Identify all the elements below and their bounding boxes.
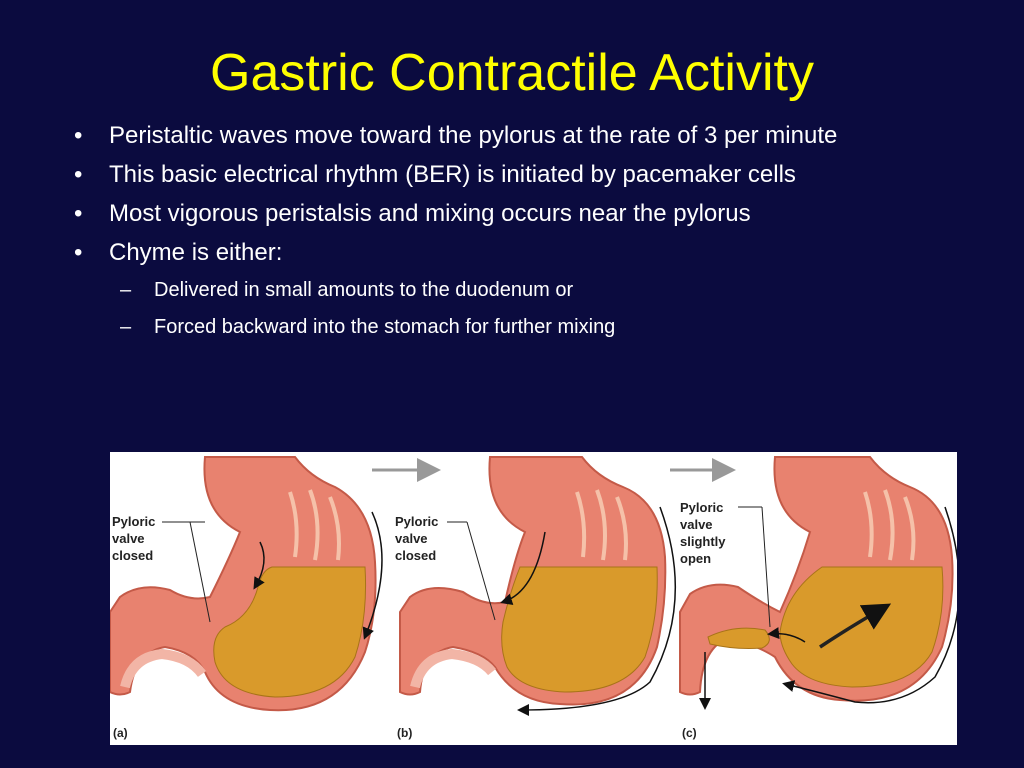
panel-label: closed — [112, 548, 154, 563]
bullet-item: • Chyme is either: — [74, 237, 954, 269]
panel-label: Pyloric — [395, 514, 439, 529]
stomach-peristalsis-figure — [110, 452, 957, 745]
panel-label: valve — [112, 531, 145, 546]
panel-c — [680, 457, 957, 740]
panel-tag: (c) — [682, 726, 697, 740]
panel-label: Pyloric — [112, 514, 156, 529]
panel-label: closed — [395, 548, 437, 563]
slide-title: Gastric Contractile Activity — [210, 44, 814, 102]
duodenum-lumen — [125, 654, 202, 687]
bullet-item: • Peristaltic waves move toward the pylorus at the rate of 3 per minute — [74, 120, 954, 152]
bullet-list — [74, 120, 954, 350]
bullet-item: • Most vigorous peristalsis and mixing occurs near the pylorus — [74, 198, 954, 230]
figure-canvas — [110, 452, 957, 745]
panel-label: Pyloric — [680, 500, 724, 515]
panel-label: valve — [395, 531, 428, 546]
duodenum-lumen — [415, 654, 492, 687]
panel-a — [110, 457, 382, 740]
panel-label: slightly — [680, 534, 726, 549]
panel-label: valve — [680, 517, 713, 532]
sub-bullet-item: – Forced backward into the stomach for further mixing — [74, 313, 954, 342]
sub-bullet-item: – Delivered in small amounts to the duodenum or — [74, 276, 954, 305]
panel-label: open — [680, 551, 712, 566]
bullet-item: • This basic electrical rhythm (BER) is initiated by pacemaker cells — [74, 159, 954, 191]
panel-b — [395, 457, 675, 740]
panel-tag: (a) — [113, 726, 128, 740]
panel-tag: (b) — [397, 726, 413, 740]
